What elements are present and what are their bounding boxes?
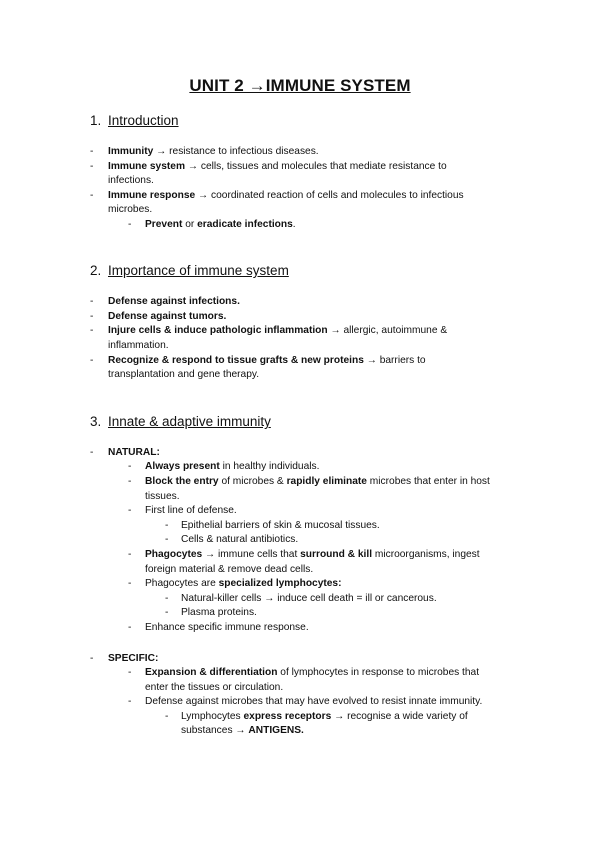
bullet: - (90, 161, 94, 172)
list-subitem: Always present in healthy individuals. (145, 461, 320, 472)
section-title: Importance of immune system (108, 263, 289, 278)
bullet: - (128, 505, 132, 516)
list-item-cont: infections. (108, 175, 154, 186)
section-number: 3. (90, 414, 102, 429)
bullet: - (128, 622, 132, 633)
list-item: Immunity → resistance to infectious diseases. (108, 146, 319, 157)
list-subsubitem: Epithelial barriers of skin & mucosal tissues. (181, 520, 380, 531)
bullet: - (165, 534, 169, 545)
list-subsubitem-cont: substances → ANTIGENS. (181, 725, 304, 736)
list-subitem-cont: tissues. (145, 491, 180, 502)
section-number: 1. (90, 113, 102, 128)
bullet: - (90, 311, 94, 322)
bullet: - (90, 190, 94, 201)
list-item: Defense against infections. (108, 296, 240, 307)
list-item-cont: microbes. (108, 204, 153, 215)
bullet: - (90, 653, 94, 664)
list-item: Immune system → cells, tissues and molecules that mediate resistance to (108, 161, 447, 172)
section-heading-introduction (90, 113, 179, 128)
bullet: - (165, 711, 169, 722)
bullet: - (90, 447, 94, 458)
page-title: UNIT 2 →IMMUNE SYSTEM (189, 76, 411, 95)
list-subitem: Prevent or eradicate infections. (145, 219, 296, 230)
list-item-cont: transplantation and gene therapy. (108, 369, 260, 380)
section-heading-importance (90, 263, 289, 278)
bullet: - (165, 607, 169, 618)
list-subsubitem: Natural-killer cells → induce cell death = ill or cancerous. (181, 593, 437, 604)
section-number: 2. (90, 263, 102, 278)
bullet: - (128, 578, 132, 589)
list-subsubitem: Plasma proteins. (181, 607, 257, 618)
list-item: Defense against tumors. (108, 311, 227, 322)
natural-label: NATURAL: (108, 447, 160, 458)
list-subitem: Enhance specific immune response. (145, 622, 309, 633)
section-title: Innate & adaptive immunity (108, 414, 271, 429)
list-subsubitem: Lymphocytes express receptors → recognise a wide variety of (181, 711, 468, 722)
list-item: Injure cells & induce pathologic inflammation → allergic, autoimmune & (108, 325, 448, 336)
bullet: - (90, 146, 94, 157)
bullet: - (165, 520, 169, 531)
bullet: - (128, 461, 132, 472)
list-subsubitem: Cells & natural antibiotics. (181, 534, 299, 545)
list-subitem: Defense against microbes that may have evolved to resist innate immunity. (145, 696, 483, 707)
bullet: - (90, 296, 94, 307)
specific-label: SPECIFIC: (108, 653, 159, 664)
bullet: - (128, 549, 132, 560)
list-subitem: Phagocytes → immune cells that surround & kill microorganisms, ingest (145, 549, 480, 560)
section-title: Introduction (108, 113, 179, 128)
list-subitem-cont: enter the tissues or circulation. (145, 682, 284, 693)
list-subitem-cont: foreign material & remove dead cells. (145, 564, 314, 575)
list-subitem: Block the entry of microbes & rapidly eliminate microbes that enter in host (145, 476, 490, 487)
list-subitem: First line of defense. (145, 505, 237, 516)
bullet: - (128, 667, 132, 678)
bullet: - (90, 325, 94, 336)
list-subitem: Expansion & differentiation of lymphocytes in response to microbes that (145, 667, 480, 678)
bullet: - (128, 476, 132, 487)
list-item-cont: inflammation. (108, 340, 169, 351)
bullet: - (90, 355, 94, 366)
bullet: - (128, 219, 132, 230)
bullet: - (128, 696, 132, 707)
bullet: - (165, 593, 169, 604)
list-subitem: Phagocytes are specialized lymphocytes: (145, 578, 342, 589)
list-item: Recognize & respond to tissue grafts & new proteins → barriers to (108, 355, 426, 366)
section-heading-immunity (90, 414, 271, 429)
list-item: Immune response → coordinated reaction of cells and molecules to infectious (108, 190, 464, 201)
